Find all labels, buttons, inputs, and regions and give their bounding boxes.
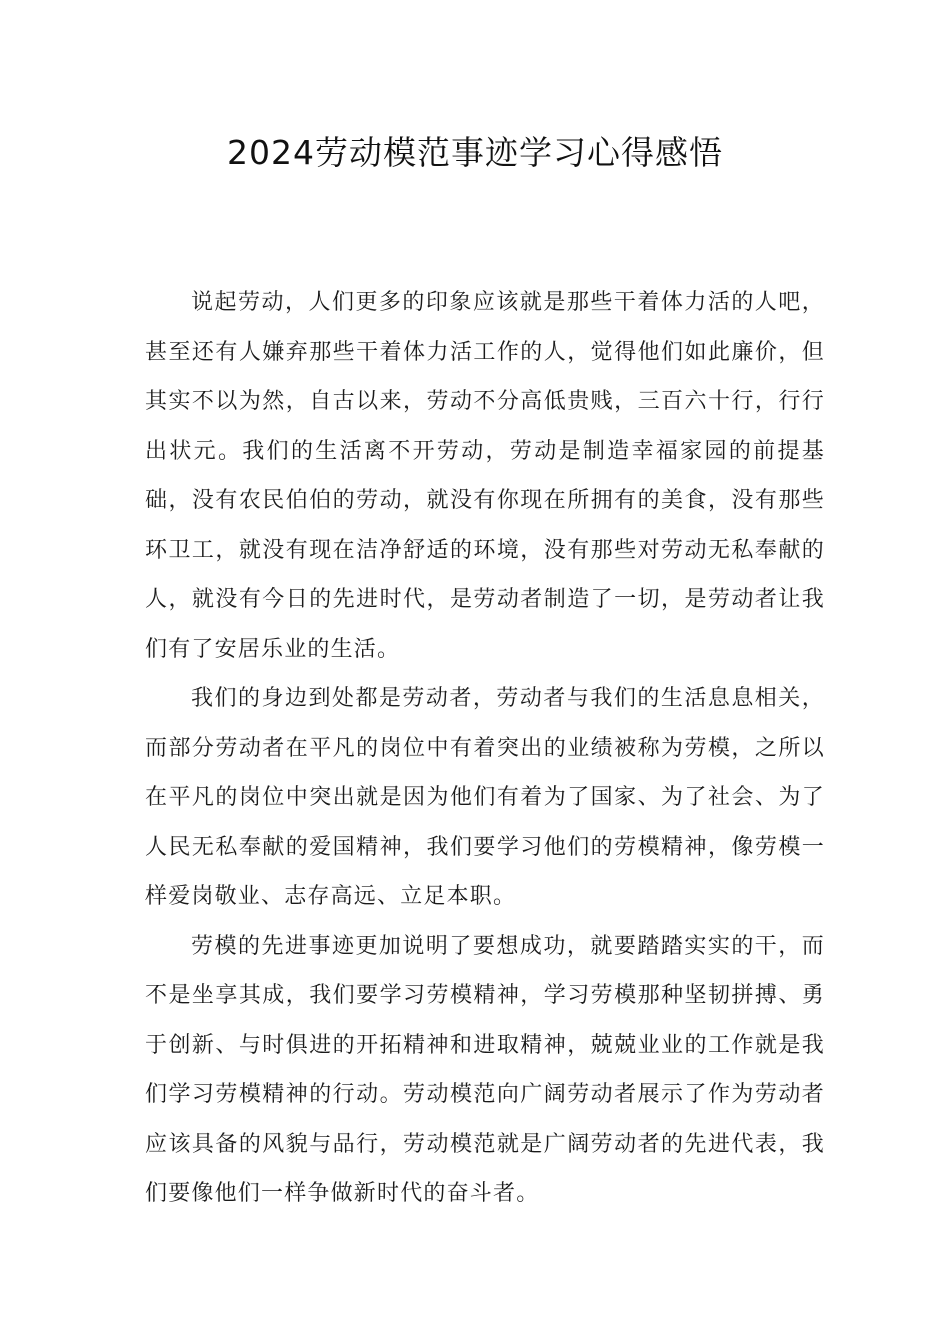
- paragraph-1: 说起劳动，人们更多的印象应该就是那些干着体力活的人吧，甚至还有人嫌弃那些干着体力活工作的人，觉得他们如此廉价，但其实不以为然，自古以来，劳动不分高低贵贱，三百六十行，行行出状元。我们的生活离不开劳动，劳动是制造幸福家园的前提基础，没有农民伯伯的劳动，就没有你现在所拥有的美食，没有那些环卫工，就没有现在洁净舒适的环境，没有那些对劳动无私奉献的人，就没有今日的先进时代，是劳动者制造了一切，是劳动者让我们有了安居乐业的生活。: [145, 290, 825, 662]
- paragraph-3: 劳模的先进事迹更加说明了要想成功，就要踏踏实实的干，而不是坐享其成，我们要学习劳模精神，学习劳模那种坚韧拼搏、勇于创新、与时俱进的开拓精神和进取精神，兢兢业业的工作就是我们学习劳模精神的行动。劳动模范向广阔劳动者展示了作为劳动者应该具备的风貌与品行，劳动模范就是广阔劳动者的先进代表，我们要像他们一样争做新时代的奋斗者。: [145, 933, 825, 1206]
- document-title: 2024劳动模范事迹学习心得感悟: [227, 133, 723, 172]
- document-body: [145, 278, 825, 1219]
- paragraph-2: 我们的身边到处都是劳动者，劳动者与我们的生活息息相关，而部分劳动者在平凡的岗位中有着突出的业绩被称为劳模，之所以在平凡的岗位中突出就是因为他们有着为了国家、为了社会、为了人民无私奉献的爱国精神，我们要学习他们的劳模精神，像劳模一样爱岗敬业、志存高远、立足本职。: [145, 686, 825, 909]
